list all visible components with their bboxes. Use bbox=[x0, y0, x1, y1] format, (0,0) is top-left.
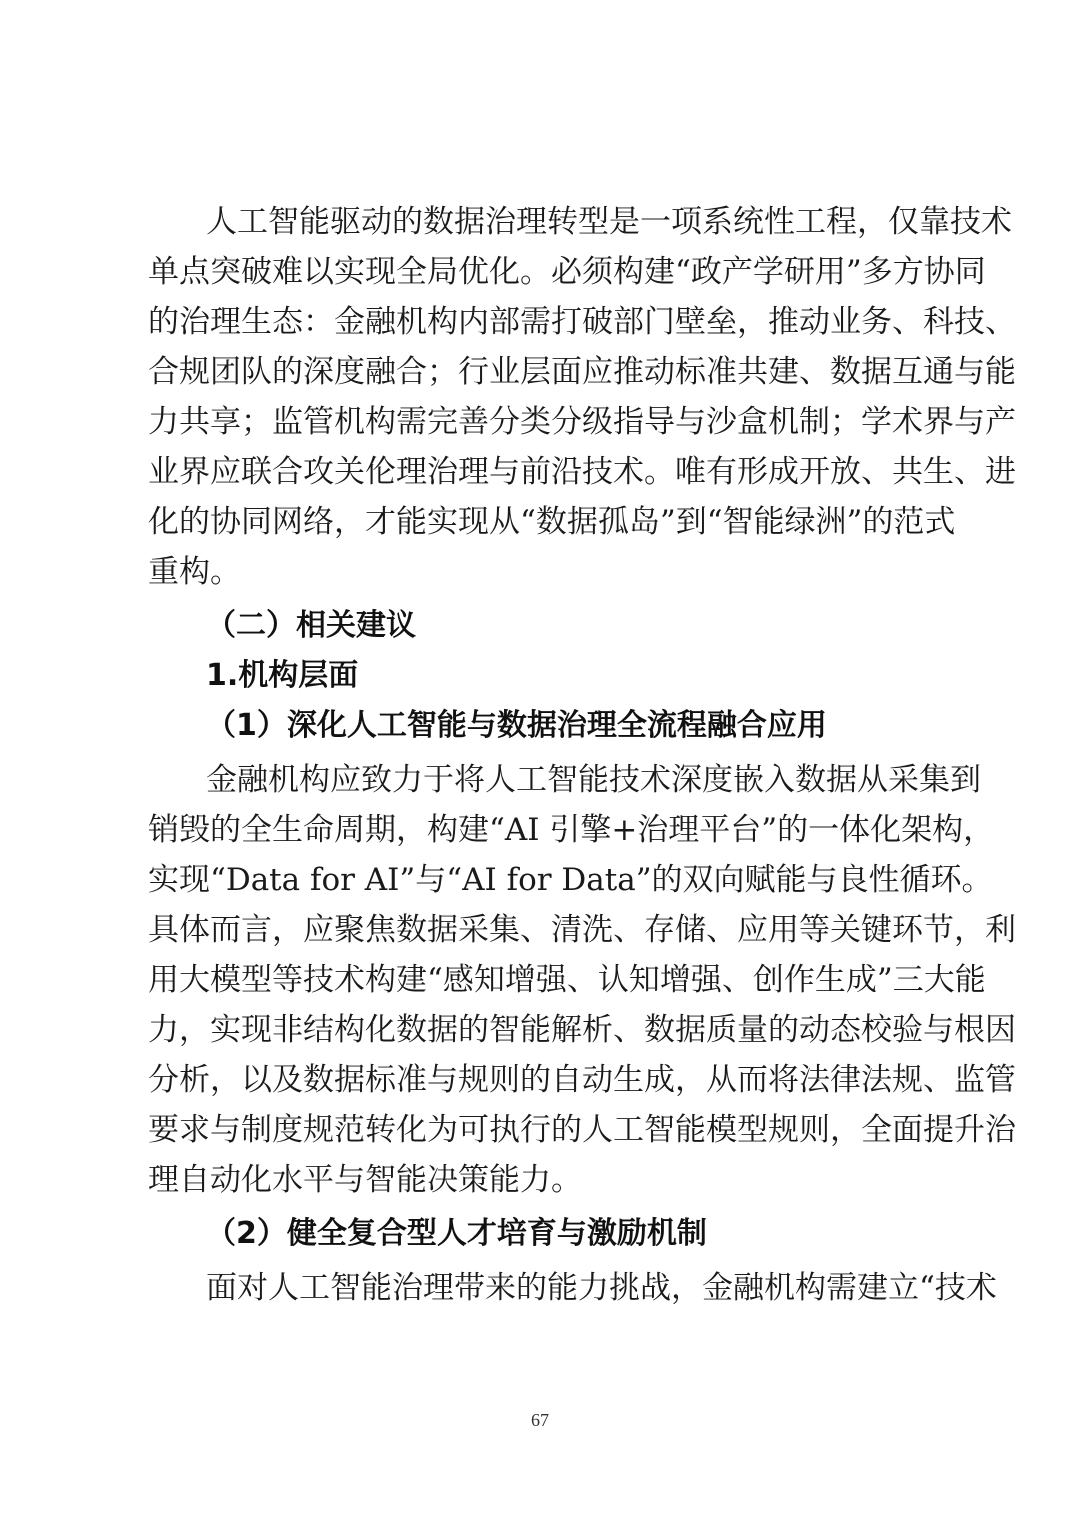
paragraph-1-line: 业界应联合攻关伦理治理与前沿技术。唯有形成开放、共生、进 bbox=[148, 454, 1016, 490]
paragraph-2-line: 理自动化水平与智能决策能力。 bbox=[148, 1162, 582, 1198]
paragraph-3-line: 面对人工智能治理带来的能力挑战，金融机构需建立“技术 bbox=[206, 1270, 997, 1306]
paragraph-2-line: 力，实现非结构化数据的智能解析、数据质量的动态校验与根因 bbox=[148, 1012, 1016, 1048]
paragraph-2-line: 分析，以及数据标准与规则的自动生成，从而将法律法规、监管 bbox=[148, 1062, 1016, 1098]
subsection-heading-1: （1）深化人工智能与数据治理全流程融合应用 bbox=[206, 708, 827, 743]
paragraph-1-line: 重构。 bbox=[148, 554, 241, 590]
subsection-heading-2: （2）健全复合型人才培育与激励机制 bbox=[206, 1216, 707, 1251]
paragraph-2-line: 金融机构应致力于将人工智能技术深度嵌入数据从采集到 bbox=[206, 762, 981, 798]
level1-heading: 1.机构层面 bbox=[206, 658, 359, 693]
paragraph-2-line: 实现“Data for AI”与“AI for Data”的双向赋能与良性循环。 bbox=[148, 862, 993, 898]
paragraph-1-line: 人工智能驱动的数据治理转型是一项系统性工程，仅靠技术 bbox=[206, 204, 1012, 240]
paragraph-2-line: 用大模型等技术构建“感知增强、认知增强、创作生成”三大能 bbox=[148, 962, 986, 998]
paragraph-2-line: 销毁的全生命周期，构建“AI 引擎+治理平台”的一体化架构， bbox=[148, 812, 995, 848]
section-heading: （二）相关建议 bbox=[206, 608, 416, 643]
paragraph-1-line: 的治理生态：金融机构内部需打破部门壁垒，推动业务、科技、 bbox=[148, 304, 1016, 340]
paragraph-1-line: 单点突破难以实现全局优化。必须构建“政产学研用”多方协同 bbox=[148, 254, 986, 290]
paragraph-1-line: 合规团队的深度融合；行业层面应推动标准共建、数据互通与能 bbox=[148, 354, 1016, 390]
page-number: 67 bbox=[531, 1410, 549, 1430]
paragraph-1-line: 化的协同网络，才能实现从“数据孤岛”到“智能绿洲”的范式 bbox=[148, 504, 956, 540]
paragraph-2-line: 要求与制度规范转化为可执行的人工智能模型规则，全面提升治 bbox=[148, 1112, 1016, 1148]
paragraph-2-line: 具体而言，应聚焦数据采集、清洗、存储、应用等关键环节，利 bbox=[148, 912, 1016, 948]
paragraph-1-line: 力共享；监管机构需完善分类分级指导与沙盒机制；学术界与产 bbox=[148, 404, 1016, 440]
